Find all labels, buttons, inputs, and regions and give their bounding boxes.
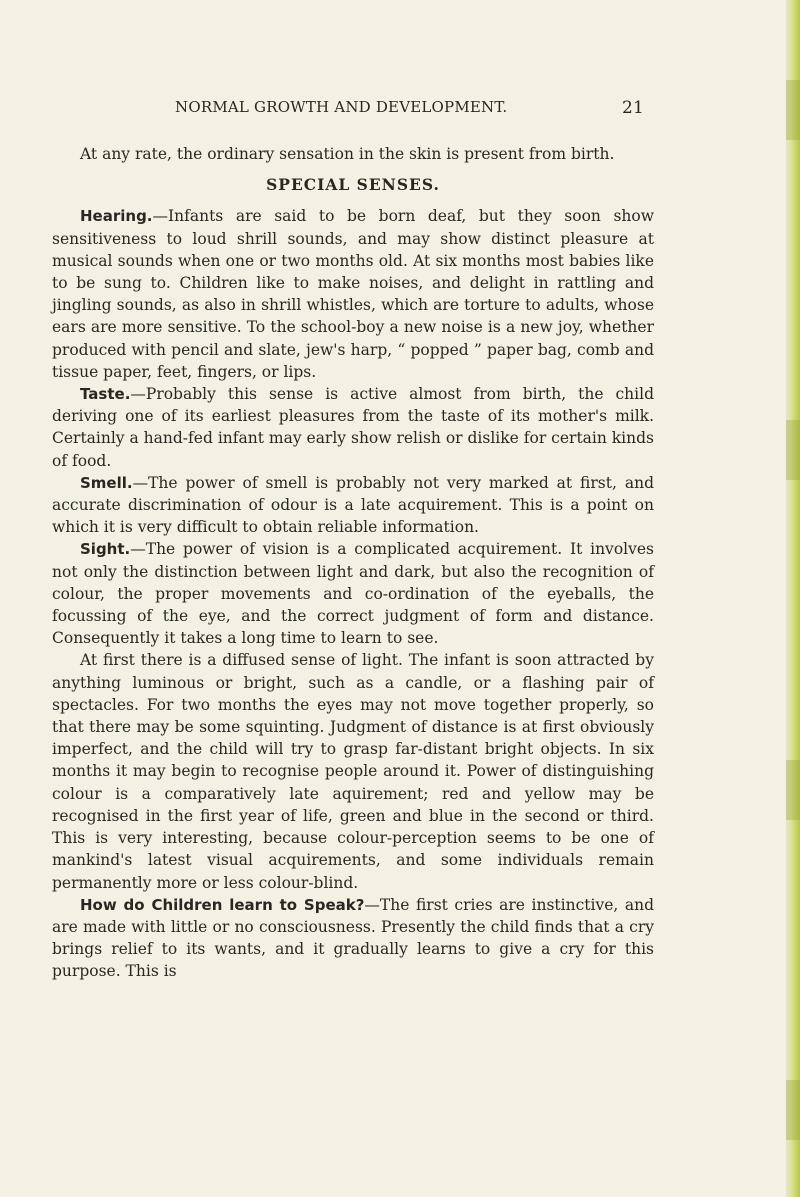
running-title: NORMAL GROWTH AND DEVELOPMENT. [175,98,508,116]
paragraph-sight-continued: At first there is a diffused sense of light. The infant is soon attracted by anything luminous or bright, such as a candle, or a flashing pair of spectacles. For two months the eyes may not move together properly, so that there may be some squinting. Judgment of distance is at first obviously imperfect, and the child will try to grasp far-distant bright objects. In six months it may begin to recognise people around it. Power of distinguishing colour is a comparatively late aquirement; red and yellow may be recognised in the first year of life, green and blue in the second or third. This is very interesting, because colour-perception seems to be one of mankind's latest visual acquirements, and some individuals remain permanently more or less colour-blind. [52,651,654,892]
paragraph-lead: Sight. [80,540,131,559]
paragraph-intro: At any rate, the ordinary sensation in the skin is present from birth. [80,145,615,163]
paragraph-taste: Taste.—Probably this sense is active almost from birth, the child deriving one of its earliest pleasures from the taste of its mother's milk. Certainly a hand-fed infant may early show relish or dislike for certain kinds of food. [52,385,654,470]
page-edge-band [786,760,800,820]
page-edge-stack [786,0,800,1197]
paragraph-speech: How do Children learn to Speak?—The first cries are instinctive, and are made with little or no consciousness. Presently the child finds that a cry brings relief to its wants, and it gradually learns to give a cry for this purpose. This is [52,895,654,981]
page-edge-band [786,420,800,480]
paragraph-sight: Sight.—The power of vision is a complicated acquirement. It involves not only the distinction between light and dark, but also the recognition of colour, the proper movements and co-ordination of the eyeballs, the focussing of the eye, and the correct judgment of form and distance. Consequently it takes a long time to learn to see. [52,540,654,648]
paragraph-smell: Smell.—The power of smell is probably not very marked at first, and accurate discrimination of odour is a late acquirement. This is a point on which it is very difficult to obtain reliable information. [52,473,654,537]
paragraph-lead: Smell. [80,473,133,492]
paragraph-hearing: Hearing.—Infants are said to be born deaf, but they soon show sensitiveness to loud shrill sounds, and may show distinct pleasure at musical sounds when one or two months old. At six months most babies like to be sung to. Children like to make noises, and delight in rattling and jingling sounds, as also in shrill whistles, which are torture to adults, whose ears are more sensitive. To the school-boy a new noise is a new joy, whether produced with pencil and slate, jew's harp, “ popped ” paper bag, comb and tissue paper, feet, fingers, or lips. [52,207,654,381]
page-body [52,143,654,983]
paragraph-lead: How do Children learn to Speak? [80,895,365,914]
page-number: 21 [622,98,645,118]
page-edge-band [786,1080,800,1140]
running-header [0,98,786,120]
page-edge-band [786,80,800,140]
paragraph-lead: Hearing. [80,207,153,226]
paragraph-lead: Taste. [80,385,131,404]
section-heading: SPECIAL SENSES. [266,175,440,195]
